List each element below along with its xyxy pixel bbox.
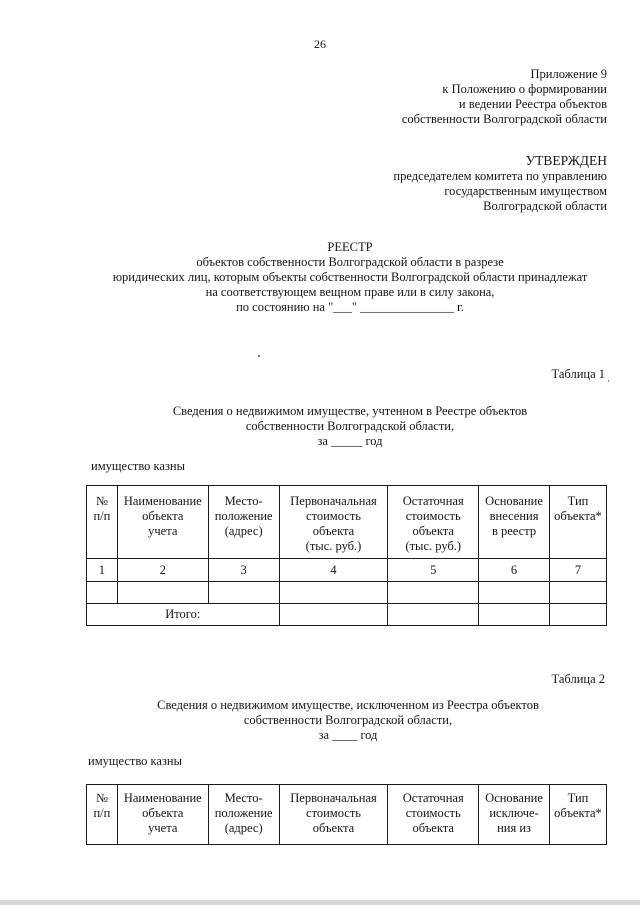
table1-empty-row <box>87 582 607 604</box>
appendix-line-2: к Положению о формировании <box>442 82 607 96</box>
table2-heading-3: за ____ год <box>318 728 378 742</box>
table1-empty-cell <box>87 582 118 604</box>
table1-empty-cell <box>208 582 279 604</box>
table1-header-cell: Наименование объекта учета <box>117 486 208 559</box>
table1-header-row <box>87 486 607 559</box>
approval-line-3: Волгоградской области <box>483 199 607 213</box>
table1-number-cell: 1 <box>87 559 118 582</box>
table1-label: Таблица 1 <box>551 367 605 381</box>
appendix-line-4: собственности Волгоградской области <box>401 112 607 126</box>
table1-header-cell: Первоначальная стоимость объекта (тыс. руб.) <box>279 486 388 559</box>
table2-subtitle: имущество казны <box>88 754 182 768</box>
table1-header-cell: Основание внесения в реестр <box>479 486 550 559</box>
table1-number-cell: 6 <box>479 559 550 582</box>
page-number: 26 <box>314 37 326 51</box>
scan-bottom-edge <box>0 900 640 905</box>
table2-heading-2: собственности Волгоградской области, <box>243 713 453 727</box>
table2-header-cell: Наименование объекта учета <box>117 785 208 845</box>
appendix-line-3: и ведении Реестра объектов <box>458 97 607 111</box>
table1-empty-cell <box>549 582 606 604</box>
table2-header-cell: Остаточная стоимость объекта <box>388 785 479 845</box>
register-line-1: объектов собственности Волгоградской области в разрезе <box>196 255 504 269</box>
table1-number-row <box>87 559 607 582</box>
register-title: РЕЕСТР <box>327 240 373 254</box>
table1-header-cell: № п/п <box>87 486 118 559</box>
table2-header-cell: Тип объекта* <box>549 785 606 845</box>
table1-total-cell <box>279 604 388 626</box>
table1-header-cell: Тип объекта* <box>549 486 606 559</box>
table1-empty-cell <box>388 582 479 604</box>
table1-total-row <box>87 604 607 626</box>
table1-header-cell: Остаточная стоимость объекта (тыс. руб.) <box>388 486 479 559</box>
scan-speck <box>258 355 260 357</box>
table2-header-row <box>87 785 607 845</box>
table1-empty-cell <box>279 582 388 604</box>
table1-empty-cell <box>117 582 208 604</box>
table1-heading-3: за _____ год <box>317 434 383 448</box>
table1-number-cell: 5 <box>388 559 479 582</box>
register-line-3: на соответствующем вещном праве или в силу закона, <box>205 285 495 299</box>
table2-header-cell: Место- положение (адрес) <box>208 785 279 845</box>
appendix-line-1: Приложение 9 <box>530 67 607 81</box>
approval-line-2: государственным имуществом <box>444 184 607 198</box>
table1-number-cell: 4 <box>279 559 388 582</box>
table1-number-cell: 2 <box>117 559 208 582</box>
table2-label: Таблица 2 <box>551 672 605 686</box>
table1-total-cell <box>549 604 606 626</box>
table1-total-label: Итого: <box>87 604 280 626</box>
register-line-4: по состоянию на "___" _______________ г. <box>236 300 464 314</box>
table2-heading-1: Сведения о недвижимом имуществе, исключенном из Реестра объектов <box>157 698 539 712</box>
table1-total-cell <box>479 604 550 626</box>
table1-number-cell: 3 <box>208 559 279 582</box>
table1-header-cell: Место- положение (адрес) <box>208 486 279 559</box>
table1-heading-2: собственности Волгоградской области, <box>245 419 455 433</box>
table1-empty-cell <box>479 582 550 604</box>
table2 <box>86 784 607 845</box>
register-line-2: юридических лиц, которым объекты собственности Волгоградской области принадлежат <box>112 270 588 284</box>
table1-heading-1: Сведения о недвижимом имуществе, учтенном в Реестре объектов <box>172 404 528 418</box>
table1-total-cell <box>388 604 479 626</box>
table1 <box>86 485 607 626</box>
table1-number-cell: 7 <box>549 559 606 582</box>
table2-header-cell: Основание исключе- ния из <box>479 785 550 845</box>
approval-line-1: председателем комитета по управлению <box>393 169 607 183</box>
scan-speck <box>608 380 609 382</box>
table1-subtitle: имущество казны <box>91 459 185 473</box>
approval-title: УТВЕРЖДЕН <box>525 153 607 168</box>
table2-header-cell: № п/п <box>87 785 118 845</box>
table2-header-cell: Первоначальная стоимость объекта <box>279 785 388 845</box>
